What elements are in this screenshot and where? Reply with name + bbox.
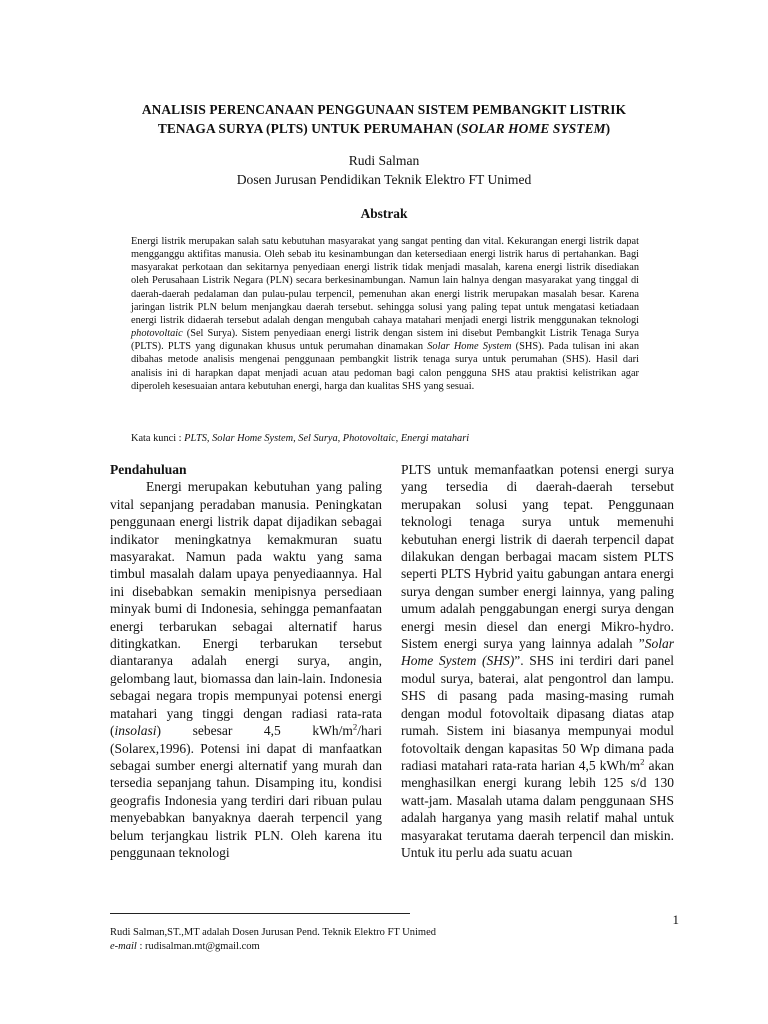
abstract-text-1: Energi listrik merupakan salah satu kebutuhan masyarakat yang sangat penting dan vital. Kekurangan energi listrik dapat mengganggu aktifitas manusia. Oleh sebab itu kesinambungan dan ketersediaan energi listrik harus di pertahankan. Bagi masyarakat perkotaan dan sekitarnya penyediaan energi listrik tidak menjadi masalah, karena energi listrik disediakan oleh Perusahaan Listrik Negara (PLN) secara berkesinambungan. Namun lain halnya dengan masyarakat yang tinggal di daerah-daerah pedalaman dan pulau-pulau terpencil, pemenuhan akan energi listrik merupakan masalah besar. Karena jaringan listrik PLN belum menjangkau daerah tersebut. sehingga solusi yang paling tepat untuk mengatasi ketiadaan energi listrik didaerah tersebut adalah dengan mengubah cahaya matahari menjadi energi listrik menggunakan teknologi [131,236,639,326]
right-text-a: PLTS untuk memanfaatkan potensi energi surya yang tersedia di daerah-daerah tersebut merupakan solusi yang tepat. Penggunaan teknologi tenaga surya untuk memenuhi kebutuhan energi listrik di daerah terpencil dapat dilakukan dengan berbagai macam sistem PLTS seperti PLTS Hybrid yaitu gabungan antara energi surya dengan sumber energi lainnya, yang paling umum adalah penggabungan energi surya dengan energi mesin diesel dan energi Mikro-hydro. Sistem energi surya yang lainnya adalah ” [401,462,674,652]
right-text-c: akan menghasilkan energi kurang lebih 125 s/d 130 watt-jam. Masalah utama dalam penggunaan SHS adalah harganya yang masih relatif mahal untuk masyarakat terutama daerah terpencil dan miskin. Untuk itu perlu ada suatu acuan [401,757,675,860]
abstract-italic-1: photovoltaic [131,328,183,340]
email-label: e-mail [110,941,137,953]
author-block [60,151,708,189]
keywords-line [131,432,639,445]
footnote-email [110,940,670,954]
right-italic: Solar Home System (SHS) [401,636,674,669]
title-line-2-italic: SOLAR HOME SYSTEM [461,121,606,136]
left-superscript: 2 [352,721,358,732]
paper-title [60,100,708,138]
body-column-left [110,461,382,861]
email-value: : rudisalman.mt@gmail.com [136,941,260,953]
author-name: Rudi Salman [348,153,420,168]
keywords-list: PLTS, Solar Home System, Sel Surya, Photovoltaic, Energi matahari [184,433,470,444]
right-text-b: ”. SHS ini terdiri dari panel modul surya, baterai, alat pengontrol dan lampu. SHS di pasang pada masing-masing rumah dengan modul fotovoltaik dipasang diatas atap rumah. Sistem ini biasanya mempunyai modul fotovoltaik dengan kapasitas 50 Wp dimana pada radiasi matahari rata-rata harian 4,5 kWh/m [401,653,675,773]
abstract-text-2: (Sel Surya). Sistem penyediaan energi listrik dengan sistem ini disebut Pembangkit Listrik Tenaga Surya (PLTS). PLTS yang digunakan khusus untuk perumahan dinamakan [131,328,639,353]
abstract-italic-2: Solar Home System [427,341,512,353]
title-line-2 [60,119,708,138]
abstract-heading: Abstrak [360,206,408,221]
intro-paragraph-right [401,461,674,861]
footnote-rule [110,913,410,914]
footnote-author: Rudi Salman,ST.,MT adalah Dosen Jurusan Pend. Teknik Elektro FT Unimed [110,927,436,938]
left-text-c: /hari (Solarex,1996). Potensi ini dapat di manfaatkan sebagai sumber energi alternatif yang murah dan tersedia sepanjang tahun. Disamping itu, kondisi geografis Indonesia yang terdiri dari ribuan pulau menyebabkan banyaknya daerah terpencil yang belum terjangkau listrik PLN. Oleh karena itu penggunaan teknologi [110,723,382,860]
left-italic: insolasi [114,723,157,739]
title-line-1: ANALISIS PERENCANAAN PENGGUNAAN SISTEM PEMBANGKIT LISTRIK [141,102,627,117]
abstract-text-3: (SHS). Pada tulisan ini akan dibahas metode analisis mengenai penggunaan pembangkit listrik tenaga surya untuk perumahan (SHS). Hasil dari analisis ini di harapkan dapat menjadi acuan atau pedoman bagi calon pengguna SHS atau praktisi kelistrikan agar diperoleh kesesuaian antara kebutuhan energi, harga dan kualitas SHS yang sesuai. [131,341,640,392]
abstract-body [131,235,639,393]
footnote [110,926,670,954]
section-heading: Pendahuluan [110,462,187,477]
keywords-label: Kata kunci : [131,433,185,444]
page-number: 1 [672,912,679,927]
intro-paragraph-left [110,478,382,861]
body-column-right [401,461,674,861]
left-text-a: Energi merupakan kebutuhan yang paling vital sepanjang peradaban manusia. Peningkatan penggunaan energi listrik dapat dijadikan sebagai indikator meningkatnya kemakmuran suatu masyarakat. Namun pada waktu yang sama timbul masalah dalam upaya penyediaannya. Hal ini disebabkan semakin menipisnya persediaan minyak bumi di Indonesia, sehingga pemanfaatan energi terbarukan sebagai alternatif harus ditingkatkan. Energi terbarukan tersebut diantaranya adalah energi surya, angin, gelombang laut, biomassa dan lain-lain. Indonesia sebagai negara tropis mempunyai potensi energi matahari yang tinggi dengan radiasi rata-rata ( [110,479,382,739]
author-affiliation: Dosen Jurusan Pendidikan Teknik Elektro FT Unimed [236,172,532,187]
title-line-2-close: ) [605,121,611,136]
left-text-b: ) sebesar 4,5 kWh/m [156,723,353,739]
title-line-2-text: TENAGA SURYA (PLTS) UNTUK PERUMAHAN ( [157,121,462,136]
right-superscript: 2 [640,756,645,767]
